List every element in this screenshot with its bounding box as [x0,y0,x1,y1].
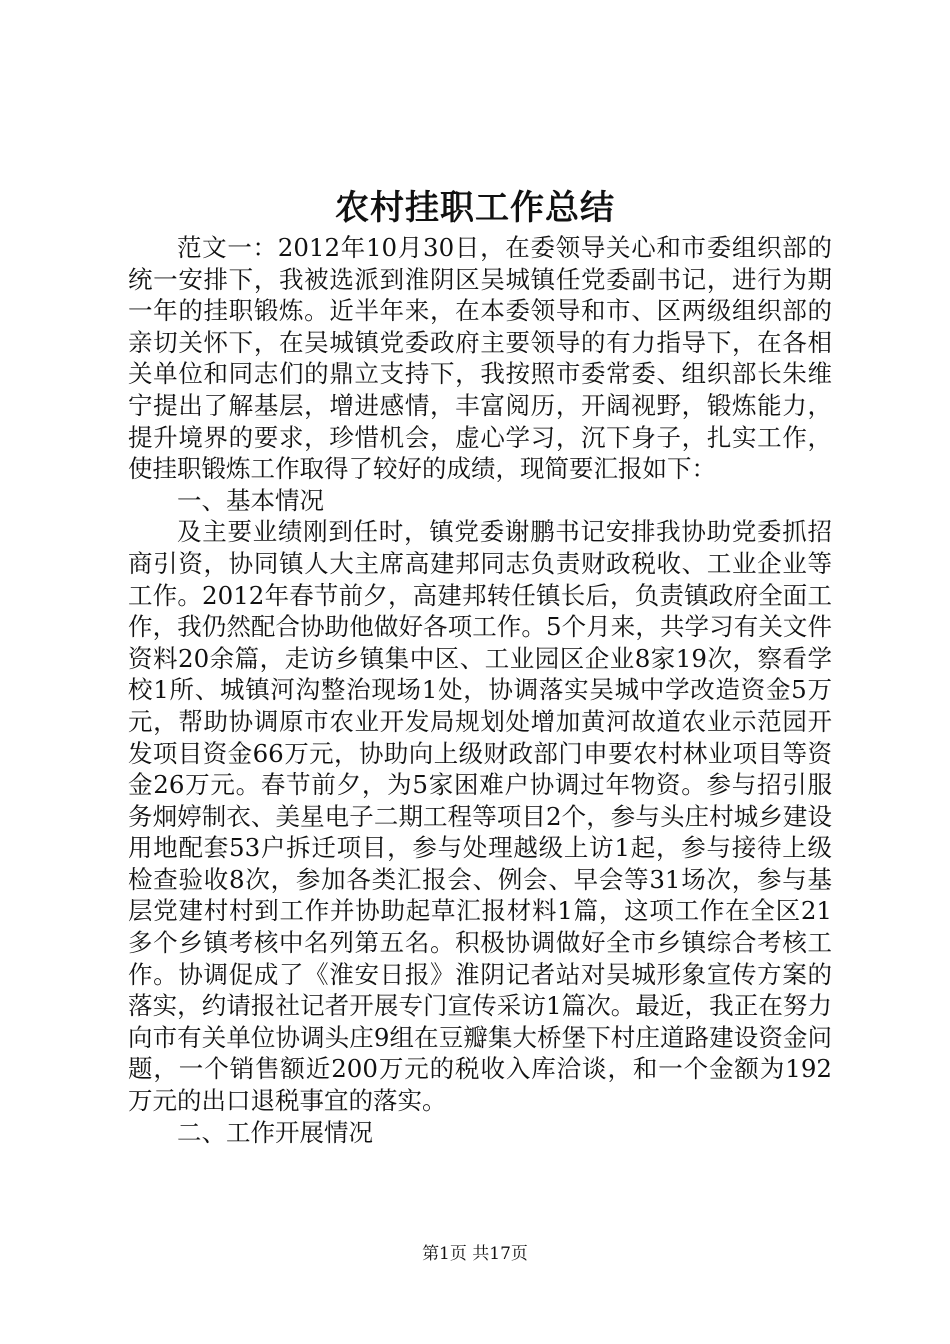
document-body [128,232,832,1148]
section-heading-work: 二、工作开展情况 [177,1117,373,1147]
intro-paragraph: 范文一：2012年10月30日，在委领导关心和市委组织部的统一安排下，我被选派到淮阴区吴城镇任党委副书记，进行为期一年的挂职锻炼。近半年来，在本委领导和市、区两级组织部的亲切关怀下，在吴城镇党委政府主要领导的有力指导下，在各相关单位和同志们的鼎立支持下，我按照市委常委、组织部长朱维宁提出了解基层，增进感情，丰富阅历，开阔视野，锻炼能力，提升境界的要求，珍惜机会，虚心学习，沉下身子，扎实工作，使挂职锻炼工作取得了较好的成绩，现简要汇报如下： [128,233,832,484]
section-heading-basic: 一、基本情况 [177,485,324,515]
page-title: 农村挂职工作总结 [335,188,615,228]
body-paragraph: 及主要业绩刚到任时，镇党委谢鹏书记安排我协助党委抓招商引资，协同镇人大主席高建邦同志负责财政税收、工业企业等工作。2012年春节前夕，高建邦转任镇长后，负责镇政府全面工作，我仍然配合协助他做好各项工作。5个月来，共学习有关文件资料20余篇，走访乡镇集中区、工业园区企业8家19次，察看学校1所、城镇河沟整治现场1处，协调落实吴城中学改造资金5万元，帮助协调原市农业开发局规划处增加黄河故道农业示范园开发项目资金66万元，协助向上级财政部门申要农村林业项目等资金26万元。春节前夕，为5家困难户协调过年物资。参与招引服务炯婷制衣、美星电子二期工程等项目2个，参与头庄村城乡建设用地配套53户拆迁项目，参与处理越级上访1起，参与接待上级检查验收8次，参加各类汇报会、例会、早会等31场次，参与基层党建村村到工作并协助起草汇报材料1篇，这项工作在全区21多个乡镇考核中名列第五名。积极协调做好全市乡镇综合考核工作。协调促成了《淮安日报》淮阴记者站对吴城形象宣传方案的落实，约请报社记者开展专门宣传采访1篇次。最近，我正在努力向市有关单位协调头庄9组在豆瓣集大桥堡下村庄道路建设资金问题，一个销售额近200万元的税收入库洽谈，和一个金额为192万元的出口退税事宜的落实。 [128,517,832,1116]
page-footer: 第1页 共17页 [422,1244,528,1264]
